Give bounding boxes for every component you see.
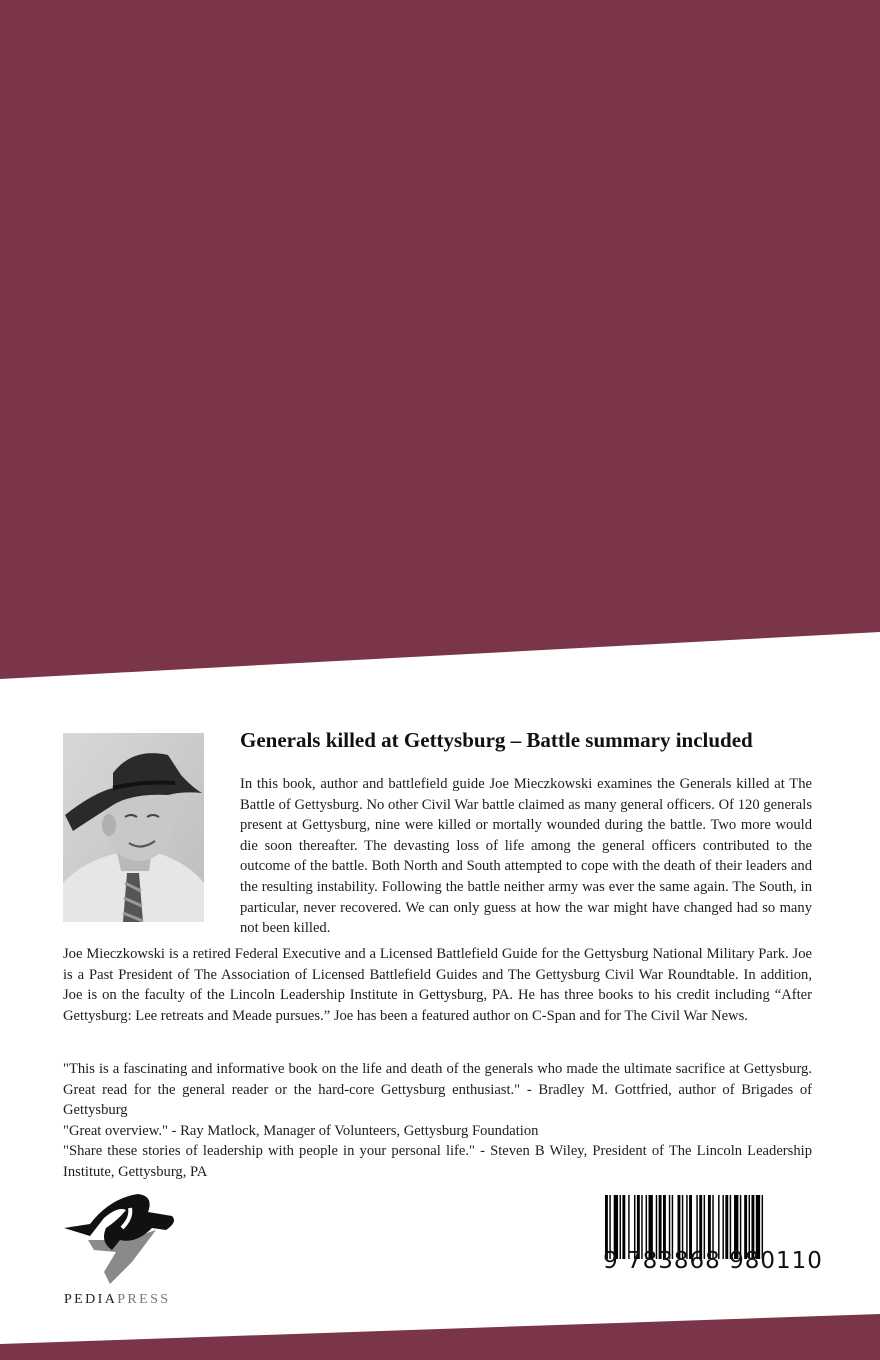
- book-description: In this book, author and battlefield guide Joe Mieczkowski examines the Generals killed at The Battle of Gettysburg. No other Civil War battle claimed as many general officers. Of 120 generals present at Gettysburg, nine were killed or mortally wounded during the battle. Two more would die soon thereafter. The devasting loss of life among the general officers contributed to the outcome of the battle. Both North and South attempted to cope with the death of their leaders and the resulting instability. Following the battle neither army was ever the same again. The South, in particular, never recovered. We can only guess at how the war might have changed had so many not been killed.: [240, 776, 812, 937]
- isbn-number: 9 783868 980110: [603, 1248, 823, 1274]
- publisher-name-part1: PEDIA: [64, 1292, 118, 1307]
- review-quote: "Great overview." - Ray Matlock, Manager of Volunteers, Gettysburg Foundation: [63, 1122, 539, 1139]
- maroon-bottom-strip: [0, 1314, 880, 1360]
- publisher-name: [64, 1292, 170, 1308]
- review-quote: "This is a fascinating and informative book on the life and death of the generals who made the ultimate sacrifice at Gettysburg. Great read for the general reader or the hard-core Gettysburg enthusiast." - Bradley M. Gottfried, author of Brigades of Gettysburg: [63, 1061, 812, 1119]
- author-photo: [63, 733, 204, 922]
- author-bio: Joe Mieczkowski is a retired Federal Executive and a Licensed Battlefield Guide for the Gettysburg National Military Park. Joe is a Past President of The Association of Licensed Battlefield Guides and The Gettysburg Civil War Roundtable. In addition, Joe is on the faculty of the Lincoln Leadership Institute in Gettysburg, PA. He has three books to his credit including “After Gettysburg: Lee retreats and Meade pursues.” Joe has been a featured author on C-Span and for The Civil War News.: [63, 946, 812, 1024]
- barcode: [597, 1189, 829, 1285]
- pedia-press-logo-icon: [60, 1188, 180, 1288]
- review-quote: "Share these stories of leadership with people in your personal life." - Steven B Wiley, President of The Lincoln Leadership Institute, Gettysburg, PA: [63, 1143, 812, 1180]
- maroon-top-panel: [0, 0, 880, 679]
- publisher-name-part2: PRESS: [117, 1292, 171, 1307]
- book-headline: Generals killed at Gettysburg – Battle summary included: [240, 728, 753, 752]
- review-quotes: [63, 1059, 812, 1183]
